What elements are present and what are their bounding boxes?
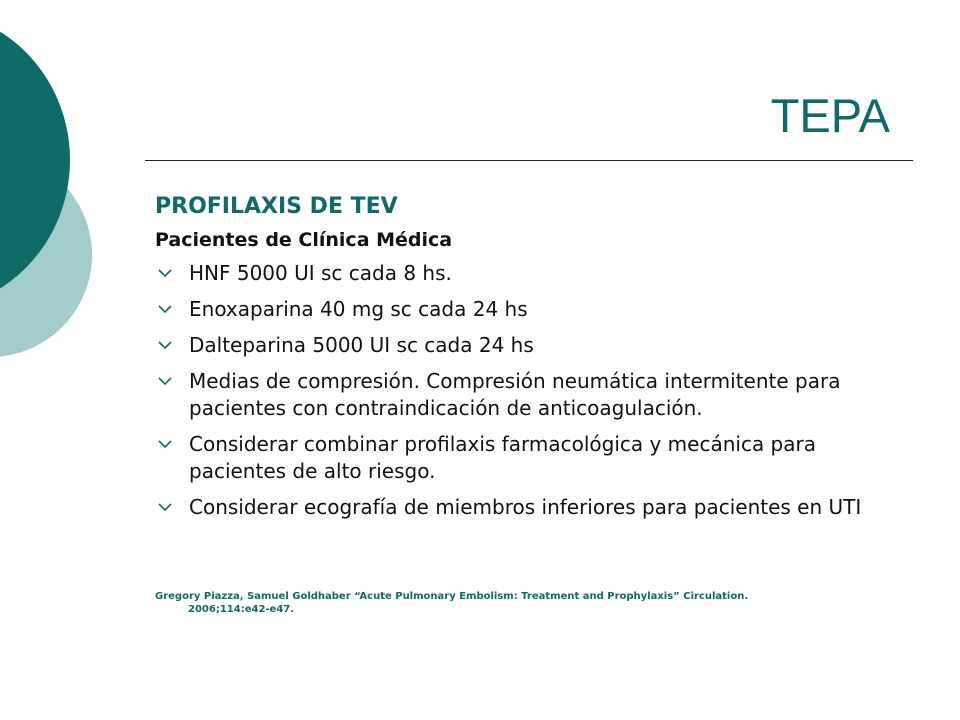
bullet-text: Considerar ecografía de miembros inferiores para pacientes en UTI (189, 495, 862, 519)
section-subheading: Pacientes de Clínica Médica (155, 229, 453, 251)
citation-line-1: Gregory Piazza, Samuel Goldhaber “Acute Pulmonary Embolism: Treatment and Prophylaxis” Circulation. (155, 591, 749, 602)
open-chevron-bullet-icon (158, 304, 173, 316)
list-item (155, 260, 895, 287)
title-divider (145, 160, 913, 161)
open-chevron-bullet-icon (158, 439, 173, 451)
section-heading: PROFILAXIS DE TEV (155, 194, 398, 219)
list-item (155, 431, 895, 485)
list-item (155, 494, 895, 521)
citation-line-2: 2006;114:e42-e47. (188, 604, 295, 615)
bullet-list (155, 260, 895, 521)
open-chevron-bullet-icon (158, 376, 173, 388)
citation (155, 590, 895, 616)
open-chevron-bullet-icon (158, 268, 173, 280)
bullet-text: Considerar combinar profilaxis farmacológica y mecánica para pacientes de alto riesgo. (189, 432, 816, 483)
bullet-text: HNF 5000 UI sc cada 8 hs. (189, 261, 452, 285)
list-item (155, 296, 895, 323)
slide-body (155, 194, 895, 526)
list-item (155, 332, 895, 359)
decorative-circles (0, 0, 120, 400)
bullet-text: Dalteparina 5000 UI sc cada 24 hs (189, 333, 534, 357)
bullet-text: Medias de compresión. Compresión neumática intermitente para pacientes con contraindicación de anticoagulación. (189, 369, 841, 420)
open-chevron-bullet-icon (158, 502, 173, 514)
list-item (155, 368, 895, 422)
bullet-text: Enoxaparina 40 mg sc cada 24 hs (189, 297, 528, 321)
open-chevron-bullet-icon (158, 340, 173, 352)
slide-title: TEPA (770, 89, 890, 142)
